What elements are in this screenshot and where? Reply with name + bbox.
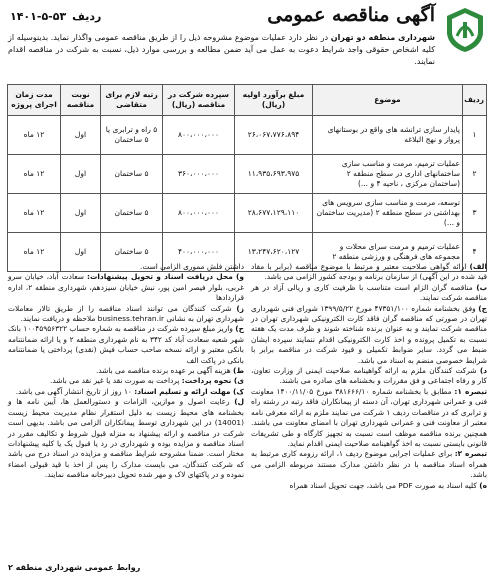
duration-cell: ۱۲ ماه (8, 116, 61, 155)
duration-cell: ۱۲ ماه (8, 194, 61, 233)
condition-text: پرداخت به صورت نقد یا غیر نقد می باشد. (50, 376, 182, 386)
rank-cell: ۵ ساختمان (101, 155, 163, 194)
header-cell: سپرده شرکت در مناقصه (ریال) (163, 85, 235, 116)
intro-paragraph (8, 32, 435, 68)
condition-text: هزینه آگهی بر عهده برنده مناقصه می باشد. (95, 366, 233, 376)
condition-text: واریز مبلغ سپرده شرکت در مناقصه به شماره حساب ۱۰۰۴۵۹۵۶۳۲۲ بانک شهر شعبه سعادت آباد کد ۳۴۲ به نام شهرداری منطقه ۲ و یا ارائه ضمانتنامه بانکی معتبر و ارائه نسخه صاحب حساب فیش (نقدی) پرداختی یا ضمانتنامه بانکی در پاکت الف (8, 324, 244, 365)
reference-label: ردیف (72, 10, 102, 23)
subject-cell: توسعه، مرمت و مناسب سازی سرویس های بهداشتی در سطح منطقه ۲ (مدیریت ساختمان و ...) (313, 194, 463, 233)
condition-label: و) محل دریافت اسناد و تحویل پیشنهادات: (87, 272, 244, 282)
intro-text: در نظر دارد عملیات موضوع مشروحه ذیل را از طریق مناقصه عمومی واگذار نماید. بدینوسیله از کلیه اشخاص حقوقی واجد شرایط دعوت به عمل می آید ضمن مطالعه و بررسی موارد ذیل، نسبت به شرکت در مناقصه اقدام نمایند. (8, 33, 435, 66)
subject-cell: عملیات ترمیم، مرمت و مناسب سازی ساختمانهای اداری در سطح منطقه ۲ (ساختمان مرکزی ، ناحیه ۴ و ...) (313, 155, 463, 194)
tender-table (7, 84, 487, 272)
estimate-cell: ۲۶،۰۶۷،۷۷۶،۸۹۴ (235, 116, 313, 155)
rank-cell: ۵ راه و ترابری یا ۵ ساختمان (101, 116, 163, 155)
condition-item (8, 304, 244, 325)
condition-text: شرکت کنندگان ملزم به ارائه گواهینامه صلاحیت ایمنی از وزارت تعاون، کار و رفاه اجتماعی و فق مقررات و بخشنامه های صادره می باشند. (251, 366, 487, 386)
condition-label: ط) (232, 366, 244, 376)
header-cell: رتبه لازم برای متقاضی (101, 85, 163, 116)
condition-text: مناقصه گران الزام است متناسب با ظرفیت کاری و ریالی آزاد در هر مناقصه شرکت نمایند. (251, 282, 487, 303)
condition-text: سعادت آباد، خیابان سرو غربی، بلوار فیصر امین پور، نبش خیابان سیزدهم، شهرداری منطقه ۲، اداره قراردادها (8, 272, 244, 303)
row-number: ۲ (463, 155, 487, 194)
table-row (8, 194, 487, 233)
condition-item (8, 324, 244, 366)
header-cell: مدت زمان اجرای پروژه (8, 85, 61, 116)
condition-text: شرکت کنندگان می توانند اسناد مناقصه را از طریق تالار معاملات شهرداری تهران به نشانی business.tehran.ir ملاحظه و دریافت نمایند. (8, 303, 244, 324)
condition-label: ی) نحوه پرداخت: (181, 376, 244, 386)
deposit-cell: ۳۶۰،۰۰۰،۰۰۰ (163, 155, 235, 194)
deposit-cell: ۸۰۰،۰۰۰،۰۰۰ (163, 116, 235, 155)
round-cell: اول (61, 194, 101, 233)
conditions-left-column (8, 262, 244, 481)
condition-label: ح) (235, 324, 244, 334)
rank-cell: ۵ ساختمان (101, 233, 163, 272)
table-row (8, 155, 487, 194)
deposit-cell: ۸۰۰،۰۰۰،۰۰۰ (163, 194, 235, 233)
condition-item (251, 304, 487, 366)
condition-text: برای عملیات اجرایی موضوع ردیف ۱، ارائه رزومه کاری مرتبط به همراه اسناد مناقصه با در نظر داشتن مدارک مستند مربوطه الزامی می باشد. (251, 449, 487, 480)
condition-item (251, 449, 487, 480)
conditions-right-column (251, 262, 487, 491)
deposit-cell: ۴۰۰،۰۰۰،۰۰۰ (163, 233, 235, 272)
condition-text: وفق بخشنامه شماره ۴۷۳۵۱/۱۰۰ مورخ ۱۳۹۹/۵/۲۲ شورای فنی شهرداری تهران در صورتی که مناقصه گران فاقد کارت الکترونیکی شهرداری تهران در مناقصه شرکت نمایند و به عنوان برنده شناخته شوند و ظرف مدت یک هفته نسبت به تکمیل پرونده و اخذ کارت الکترونیکی اقدام ننمایند سپرده ایشان ضبط می گردد. سایر ضوابط تکمیلی و قیود شرکت در مناقصه برابر با شرایط خصوصی منضم به اسناد می باشد. (251, 303, 487, 365)
table-header-row (8, 85, 487, 116)
condition-label: الف) (469, 262, 487, 271)
reference-value: ۵۳-۵-۱۴۰۱ (10, 10, 67, 23)
tehran-municipality-logo-icon (443, 6, 487, 54)
estimate-cell: ۲۸،۶۷۷،۱۲۹،۱۱۰ (235, 194, 313, 233)
duration-cell: ۱۲ ماه (8, 233, 61, 272)
condition-text: کلیه اسناد به صورت PDF می باشد، جهت تحویل اسناد همراه (289, 480, 480, 490)
row-number: ۱ (463, 116, 487, 155)
condition-text: مطابق با بخشنامه شماره ۳۸۱۶۶۶/۱۰ مورخ ۱۴۰۰/۱۱/۰۵ معاونت فنی و عمرانی شهرداری تهران، آن دسته از پیمانکاران فاقد رتبه در رشته راه و ترابری که در مناقصات ردیف ۱ شرکت می نمایند ملزم به ارائه معرفی نامه معتبر از معاونت فنی و عمرانی شهرداری تهران با امضای معاونت می باشند. همچنین برنده مناقصه موظف است نسبت به تجهیز کارگاه و طی تشریفات قانونی بایستی نسبت به اخذ گواهینامه صلاحیت ایمنی اقدام نماید. (251, 386, 487, 448)
condition-item (251, 481, 487, 491)
row-number: ۳ (463, 194, 487, 233)
rank-cell: ۵ ساختمان (101, 194, 163, 233)
subject-cell: عملیات ترمیم و مرمت سرای محلات و مجموعه های فرهنگی و ورزشی منطقه ۲ (313, 233, 463, 272)
condition-item (251, 262, 487, 283)
round-cell: اول (61, 233, 101, 272)
condition-item (8, 262, 244, 272)
condition-item (8, 387, 244, 397)
condition-label: ک) مهلت ارائه و تسلیم اسناد: (134, 386, 244, 396)
subject-cell: پایدار سازی ترانشه های واقع در بوستانهای پرواز و نهج البلاغه (313, 116, 463, 155)
condition-item (8, 272, 244, 303)
condition-label: ه) (479, 480, 487, 490)
round-cell: اول (61, 116, 101, 155)
header-cell: مبلغ برآورد اولیه (ریال) (235, 85, 313, 116)
header-cell: موضوع (313, 85, 463, 116)
condition-text: رعایت اصول و موازین، الزامات و دستورالعمل ها، آیین نامه ها و بخشنامه های محیط زیست به دلیل استقرار نظام مدیریت محیط زیست (14001) در این شهرداری توسط پیمانکاران الزامی می باشد. بدیهی است شرکت در مناقصه و ارائه پیشنهاد به منزله قبول شروط و تکالیف مقرر در اسناد مناقصه و مزایده بوده و شهرداری در رد یا قبول یک یا کلیه پیشنهادات مختار است. ضمنا مشروحه شرایط مناقصه و مزایده در اسناد درج می باشد که شرکت کنندگان، می بایست مدارک را پس از اخذ با قید قبولی امضاء نموده و در پاکتهای لاک و مهر شده تحویل دبیرخانه مناقصه نمایند. (8, 397, 244, 480)
estimate-cell: ۱۱،۹۳۵،۶۹۳،۹۷۵ (235, 155, 313, 194)
condition-item (251, 387, 487, 449)
condition-label: ج) (478, 303, 487, 313)
condition-item (251, 366, 487, 387)
condition-text: ۱۰ روز از تاریخ انتشار آگهی می باشد. (15, 386, 135, 396)
duration-cell: ۱۲ ماه (8, 155, 61, 194)
round-cell: اول (61, 155, 101, 194)
condition-text: ارائه گواهی صلاحیت معتبر و مرتبط با موضوع مناقصه (برابر با مفاد قید شده در این آگهی) از سازمان برنامه و بودجه کشور الزامی می باشد. (251, 262, 487, 282)
condition-item (8, 397, 244, 480)
condition-item (8, 366, 244, 376)
condition-text: داشتن فلش مموری الزامی است. (139, 262, 244, 271)
header-cell: نوبت مناقصه (61, 85, 101, 116)
condition-label: تبصره ۲: (454, 449, 488, 459)
condition-item (8, 376, 244, 386)
reference-number (10, 10, 101, 23)
condition-label: تبصره ۱: (454, 386, 488, 396)
organization-name: شهرداری منطقه دو تهران (330, 33, 436, 42)
table-row (8, 116, 487, 155)
row-number: ۴ (463, 233, 487, 272)
conditions-section (8, 262, 487, 568)
notice-title: آگهی مناقصه عمومی (267, 4, 435, 26)
condition-item (251, 283, 487, 304)
condition-label: ز) (236, 303, 244, 313)
public-relations-signature: روابط عمومی شهرداری منطقه ۲ (8, 563, 141, 572)
header-cell: ردیف (463, 85, 487, 116)
condition-label: ب) (476, 282, 487, 292)
condition-label: د) (479, 366, 487, 376)
estimate-cell: ۱۳،۲۴۷،۶۲۰،۱۲۷ (235, 233, 313, 272)
condition-label: ل) (234, 397, 244, 407)
